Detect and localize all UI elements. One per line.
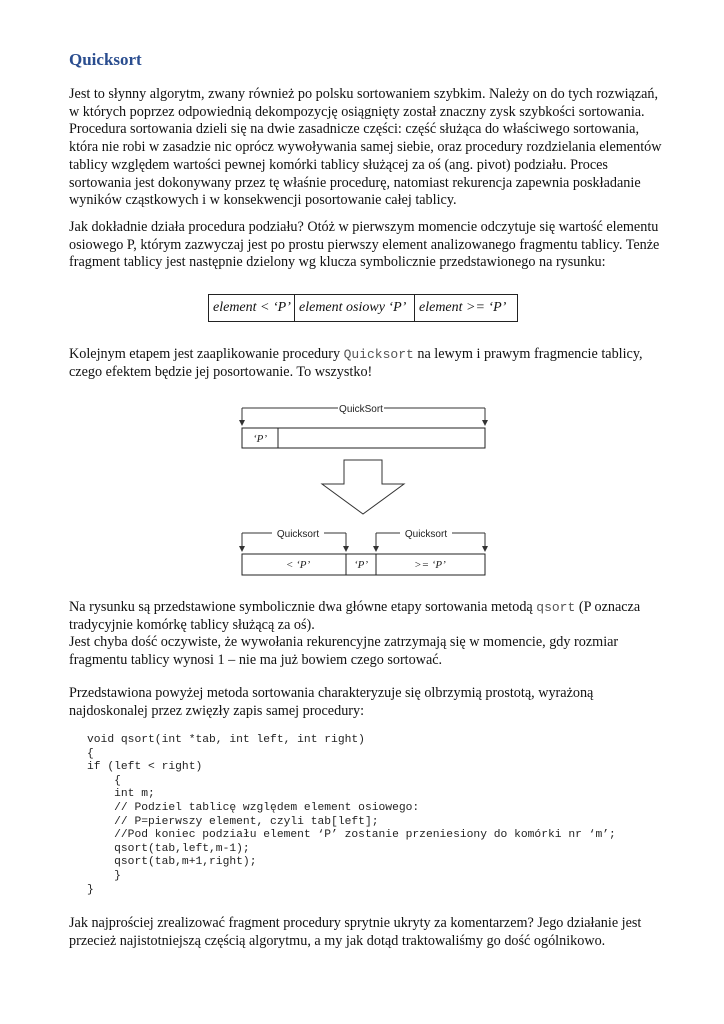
bottom-pivot-cell: ‘P’ — [353, 559, 369, 571]
inline-code-qsort: qsort — [536, 600, 576, 615]
code-line: //Pod koniec podziału element ‘P’ zostanie przeniesiony do komórki nr ‘m’; — [87, 829, 616, 842]
code-line: { — [87, 774, 121, 787]
paragraph-text: na lewym i prawym fragmencie tablicy, czego efektem będzie jej posortowanie. To wszystko! — [69, 346, 643, 380]
partition-cell-pivot: element osiowy ‘P’ — [295, 295, 415, 321]
bottom-right-cell: >= ‘P’ — [414, 559, 446, 571]
paragraph-closing: Jak najprościej zrealizować fragment procedury sprytnie ukryty za komentarzem? Jego działanie jest przecież najistotniejszą częścią algorytmu, a my jak dotąd traktowaliśmy go dość ogólnikowo. — [69, 915, 642, 949]
code-block — [87, 734, 616, 897]
code-line: { — [87, 747, 94, 760]
big-arrow-down-icon — [322, 460, 404, 514]
paragraph-text: Na rysunku są przedstawione symbolicznie dwa główne etapy sortowania metodą — [69, 599, 537, 615]
arrow-down-icon — [373, 546, 379, 552]
top-pivot-cell: ‘P’ — [252, 433, 268, 445]
code-line: void qsort(int *tab, int left, int right) — [87, 734, 365, 746]
quicksort-left-label: Quicksort — [276, 529, 320, 540]
code-line: // Podziel tablicę względem element osiowego: — [87, 801, 420, 814]
code-line: } — [87, 869, 121, 882]
bottom-left-cell: < ‘P’ — [285, 559, 311, 571]
paragraph-simplicity: Przedstawiona powyżej metoda sortowania charakteryzuje się olbrzymią prostotą, wyrażoną najdoskonalej przez zwięzły zapis samej procedury: — [69, 685, 594, 719]
quicksort-diagram — [236, 396, 492, 580]
paragraph-text: (P oznacza tradycyjnie komórkę tablicy służącą za oś). — [69, 599, 641, 633]
code-line: int m; — [87, 788, 155, 801]
partition-cell-less: element < ‘P’ — [209, 295, 295, 321]
page-title: Quicksort — [69, 50, 142, 69]
code-line: } — [87, 883, 94, 896]
arrow-down-icon — [482, 546, 488, 552]
arrow-down-icon — [343, 546, 349, 552]
code-line: if (left < right) — [87, 761, 203, 774]
arrow-down-icon — [239, 546, 245, 552]
paragraph-stages — [69, 599, 669, 634]
partition-figure — [208, 294, 518, 322]
paragraph-termination: Jest chyba dość oczywiste, że wywołania rekurencyjne zatrzymają się w momencie, gdy rozmiar fragmentu tablicy wynosi 1 – nie ma już bowiem czego sortować. — [69, 634, 619, 668]
arrow-down-icon — [239, 420, 245, 426]
paragraph-partition: Jak dokładnie działa procedura podziału? Otóż w pierwszym momencie odczytuje się wartość elementu osiowego P, którym zazwyczaj jest po prostu pierwszy element analizowanego fragmentu tablicy. Tenże fragment tablicy jest następnie dzielony wg klucza symbolicznie przedstawionego na rysunku: — [69, 219, 660, 271]
paragraph-intro: Jest to słynny algorytm, zwany również po polsku sortowaniem szybkim. Należy on do tych rozwiązań, w których poprzez odpowiednią dekompozycję osiągnięty został znaczny zysk szybkości sortowania. Procedura sortowania dzieli się na dwie zasadnicze części: część służąca do właściwego sortowania, która nie robi w zasadzie nic oprócz wywoływania samej siebie, oraz procedury rozdzielania elementów tablicy względem wartości pewnej komórki tablicy służącej za oś (ang. pivot) podziału. Proces sortowania jest dokonywany przez tę właśnie procedurę, natomiast rekurencja zapewnia poskładanie wyników cząstkowych i w konsekwencji posortowanie całej tablicy. — [69, 86, 662, 209]
quicksort-right-label: Quicksort — [404, 529, 448, 540]
code-line: qsort(tab,m+1,right); — [87, 856, 257, 869]
code-line: // P=pierwszy element, czyli tab[left]; — [87, 815, 379, 828]
arrow-down-icon — [482, 420, 488, 426]
partition-cell-greater: element >= ‘P’ — [419, 300, 507, 315]
quicksort-top-label: QuickSort — [339, 404, 383, 415]
inline-code-quicksort: Quicksort — [343, 347, 414, 362]
paragraph-recursion — [69, 346, 669, 381]
code-line: qsort(tab,left,m-1); — [87, 842, 250, 855]
paragraph-text: Kolejnym etapem jest zaaplikowanie procedury — [69, 346, 344, 362]
